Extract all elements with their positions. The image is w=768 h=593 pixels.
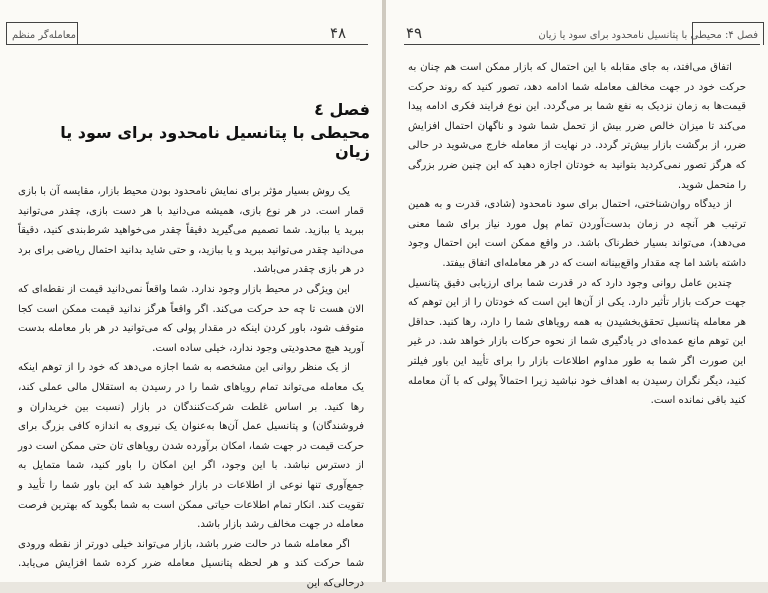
- left-head-rule: [6, 44, 368, 45]
- chapter-number: فصل ٤: [314, 100, 370, 119]
- paragraph: یک روش بسیار مؤثر برای نمایش نامحدود بودن محیط بازار، مقایسه آن با بازی قمار است. در هر نوع بازی، همیشه می‌دانید با هر دست بازی، چقدر می‌توانید ببرید یا ببازید. شما تصمیم می‌گیرید دقیقاً چقدر می‌خواهید شرط‌بندی کنید، دقیقاً می‌دانید چقدر می‌توانید ببرید و یا ببازید، و حتی شاید بدانید احتمال ریاضی برای برد در هر بازی چقدر می‌باشد.: [18, 186, 364, 276]
- right-page: [386, 0, 768, 582]
- left-running-head: معامله‌گر منظم: [12, 30, 76, 41]
- paragraph: اگر معامله شما در حالت ضرر باشد، بازار می‌تواند خیلی دورتر از نقطه ورودی شما حرکت کند و هر لحظه پتانسیل معامله ضرر کرده شما افزایش می‌یابد. درحالی‌که این: [18, 538, 364, 589]
- paragraph: از یک منظر روانی این مشخصه به شما اجازه می‌دهد که خود را از توهم اینکه یک معامله می‌تواند تمام رویاهای شما را در رسیدن به استقلال مالی عملی کند، رها کنید. بر اساس غلطت شرکت‌کنندگان در بازار (نسبت بین خریداران و فروشندگان) و پتانسیل عمل آن‌ها به‌عنوان یک نیروی به اندازه کافی بزرگ برای حرکت قیمت در جهت شما، امکان برآورده شدن رویاهای تان حتی ممکن است دور از دسترس نباشد. با این وجود، اگر این امکان را باور کنید، شما متمایل به جمع‌آوری تنها نوعی از اطلاعات در بازار خواهید شد که این باور شما را تأیید و تقویت کند. انکار تمام اطلاعات حیاتی ممکن است به شما بگوید که بهترین فرصت معامله در جهت مخالف رشد بازار باشد.: [18, 362, 364, 531]
- right-body-text: [408, 58, 746, 411]
- right-page-number: ۴۹: [406, 24, 423, 42]
- left-page-number: ۴۸: [330, 24, 347, 42]
- paragraph: از دیدگاه روان‌شناختی، احتمال برای سود نامحدود (شادی، قدرت و به همین ترتیب هر آنچه در زمان بدست‌آوردن تمام پول مورد نیاز برای شما معنی می‌دهد)، می‌تواند بسیار خطرناک باشد. در واقع ممکن است این احتمال وجود داشته باشد اما چه مقدار واقع‌بینانه است که در هر معامله‌ای اتفاق بیفتد.: [408, 199, 746, 269]
- left-body-text: [18, 182, 364, 593]
- chapter-heading: [20, 100, 370, 161]
- paragraph: اتفاق می‌افتد، به جای مقابله با این احتمال که بازار ممکن است هم چنان به حرکت خود در جهت مخالف معامله شما ادامه دهد، تصور کنید که روند حرکت قیمت‌ها به زمان نزدیک به نفع شما بر می‌گردد. این نوع فرایند فکری ادامه پیدا می‌کند تا میزان خالص ضرر بیش از تحمل شما شود و ناگهان احتمال افزایش ضرر، از برگشت بازار بیش‌تر گردد. در نهایت از معامله خارج می‌شوید در حالی که هرگز تصور نمی‌کردید بتوانید به خودتان اجازه دهید که این چنین ضرر بزرگی را متحمل شوید.: [408, 62, 746, 191]
- left-page: [0, 0, 382, 589]
- right-running-head: فصل ۴: محیطی با پتانسیل نامحدود برای سود یا زیان: [538, 30, 758, 41]
- paragraph: این ویژگی در محیط بازار وجود ندارد. شما واقعاً نمی‌دانید قیمت از نقطه‌ای که الان هست تا چه حد حرکت می‌کند. اگر واقعاً هرگز ندانید قیمت ممکن است کجا متوقف شود، باور کردن اینکه در مقدار پولی که می‌توانید در هر بار معامله بدست آورید هیچ محدودیتی وجود ندارد، خیلی ساده است.: [18, 283, 364, 354]
- chapter-title: محیطی با پتانسیل نامحدود برای سود یا زیان: [60, 123, 370, 161]
- paragraph: چندین عامل روانی وجود دارد که در قدرت شما برای ارزیابی دقیق پتانسیل جهت حرکت بازار تأثیر دارد. یکی از آن‌ها این است که خودتان را از این توهم که هر معامله پتانسیل تحقق‌بخشیدن به همه رویاهای شما را دارد، رها کنید. حداقل این توهم مانع عمده‌ای در یادگیری شما از نحوه حرکات بازار خواهد شد. در غیر این صورت اگر شما به طور مداوم اطلاعات بازار را برای تأیید این باور فیلتر کنید، دیگر نگران رسیدن به اهداف خود نباشید زیرا احتمالاً پولی که با آن معامله کنید باقی نمانده است.: [408, 277, 746, 407]
